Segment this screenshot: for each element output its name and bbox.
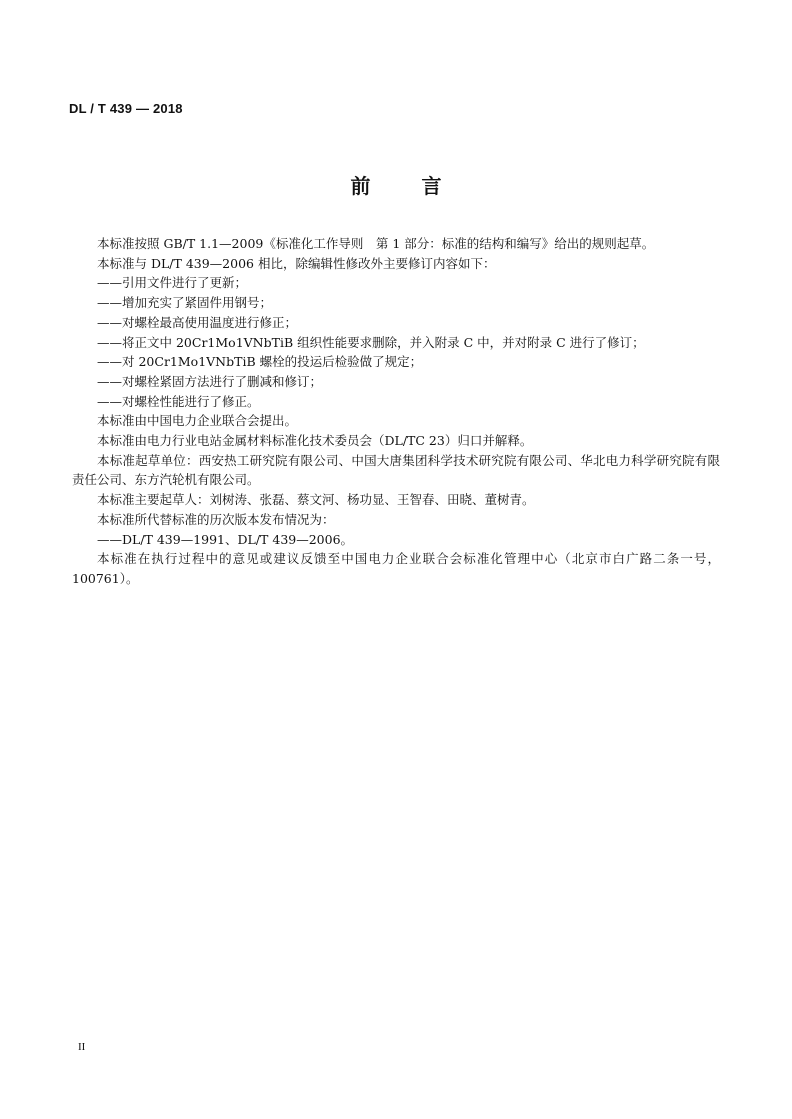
paragraph-revision-intro: 本标准与 DL/T 439—2006 相比，除编辑性修改外主要修订内容如下： [97, 255, 496, 271]
list-item-tightening: ——对螺栓紧固方法进行了删减和修订； [97, 373, 323, 389]
page-title: 前 言 [350, 174, 464, 198]
paragraph-feedback: 本标准在执行过程中的意见或建议反馈至中国电力企业联合会标准化管理中心（北京市白广路二条一号，100761）。 [72, 551, 720, 586]
page-number: II [78, 1041, 86, 1053]
list-item-appendix-c: ——将正文中 20Cr1Mo1VNbTiB 组织性能要求删除，并入附录 C 中，并对附录 C 进行了修订； [97, 334, 645, 350]
paragraph-proposer: 本标准由中国电力企业联合会提出。 [97, 413, 298, 429]
list-item-history: ——DL/T 439—1991、DL/T 439—2006。 [97, 531, 354, 547]
list-item-references: ——引用文件进行了更新； [97, 275, 248, 291]
paragraph-committee: 本标准由电力行业电站金属材料标准化技术委员会（DL/TC 23）归口并解释。 [97, 433, 533, 449]
list-item-steel-grades: ——增加充实了紧固件用钢号； [97, 295, 273, 311]
paragraph-drafting-units: 本标准起草单位：西安热工研究院有限公司、中国大唐集团科学技术研究院有限公司、华北电力科学研究院有限责任公司、东方汽轮机有限公司。 [72, 452, 720, 488]
standard-code: DL / T 439 — 2018 [69, 101, 183, 116]
paragraph-history-intro: 本标准所代替标准的历次版本发布情况为： [97, 511, 335, 527]
foreword-body [72, 234, 720, 589]
list-item-bolt-properties: ——对螺栓性能进行了修正。 [97, 393, 260, 409]
paragraph-drafting-rules: 本标准按照 GB/T 1.1—2009《标准化工作导则 第 1 部分：标准的结构和编写》给出的规则起草。 [97, 236, 655, 251]
list-item-inspection: ——对 20Cr1Mo1VNbTiB 螺栓的投运后检验做了规定； [97, 354, 423, 370]
paragraph-drafters: 本标准主要起草人：刘树涛、张磊、蔡文河、杨功显、王智春、田晓、董树青。 [97, 492, 535, 508]
list-item-max-temperature: ——对螺栓最高使用温度进行修正； [97, 314, 298, 330]
